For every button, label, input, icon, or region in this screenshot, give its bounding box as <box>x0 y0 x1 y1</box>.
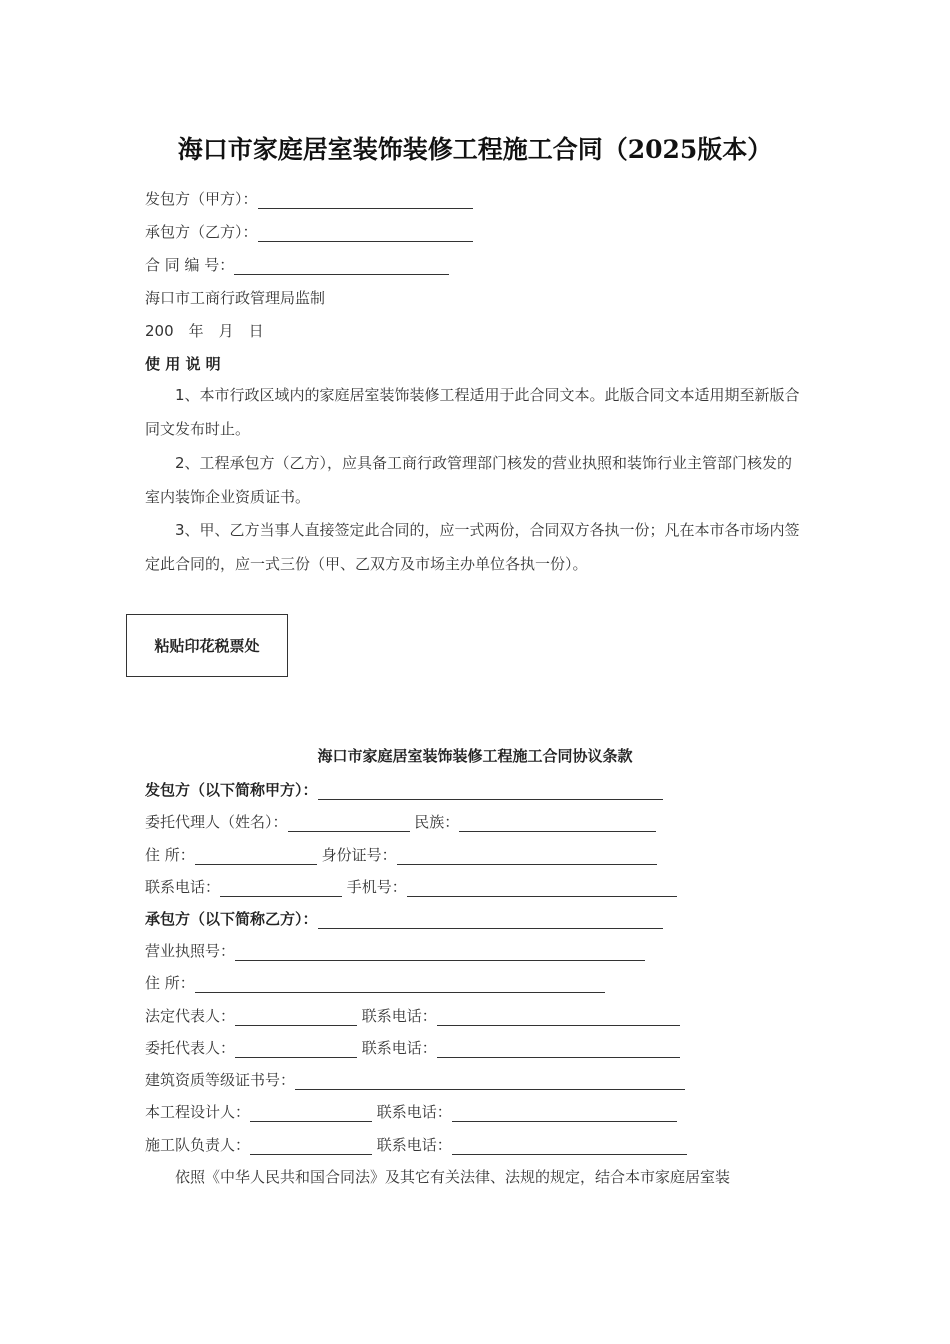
party-a-blank[interactable] <box>258 192 473 209</box>
crew-leader-label: 施工队负责人： <box>145 1136 251 1154</box>
cert-no-label: 建筑资质等级证书号： <box>145 1071 296 1089</box>
contract-no-label: 合 同 编 号： <box>145 256 235 274</box>
phone-a-line <box>145 876 677 897</box>
address-b-line <box>145 972 605 993</box>
license-label: 营业执照号： <box>145 942 236 960</box>
party-b-agreement-label: 承包方（以下简称乙方）： <box>145 910 318 928</box>
crew-leader-blank[interactable] <box>250 1138 372 1155</box>
entrusted-rep-label: 委托代表人： <box>145 1039 236 1057</box>
party-a-agreement-blank[interactable] <box>318 783 663 800</box>
address-b-label: 住 所： <box>145 974 195 992</box>
agent-label: 委托代理人（姓名）： <box>145 813 288 831</box>
entrusted-rep-blank[interactable] <box>235 1041 357 1058</box>
crew-leader-phone-blank[interactable] <box>452 1138 687 1155</box>
instruction-item: 2、工程承包方（乙方），应具备工商行政管理部门核发的营业执照和装饰行业主管部门核发的室内装饰企业资质证书。 <box>145 454 793 506</box>
agreement-title: 海口市家庭居室装饰装修工程施工合同协议条款 <box>317 747 633 765</box>
license-line <box>145 940 645 961</box>
license-blank[interactable] <box>235 944 645 961</box>
cert-no-blank[interactable] <box>295 1073 685 1090</box>
party-a-agreement-line <box>145 779 663 800</box>
legal-rep-phone-label: 联系电话： <box>361 1007 437 1025</box>
legal-rep-label: 法定代表人： <box>145 1007 236 1025</box>
id-no-label: 身份证号： <box>321 846 397 864</box>
ethnicity-label: 民族： <box>414 813 460 831</box>
party-b-agreement-line <box>145 908 663 929</box>
address-a-line <box>145 844 657 865</box>
address-b-blank[interactable] <box>195 976 605 993</box>
designer-phone-blank[interactable] <box>452 1105 677 1122</box>
party-b-label: 承包方（乙方）： <box>145 223 258 241</box>
party-a-label: 发包方（甲方）： <box>145 190 258 208</box>
contract-no-line <box>145 254 449 275</box>
legal-rep-phone-blank[interactable] <box>437 1009 680 1026</box>
id-no-blank[interactable] <box>397 848 657 865</box>
phone-a-blank[interactable] <box>220 880 342 897</box>
intro-paragraph: 依照《中华人民共和国合同法》及其它有关法律、法规的规定，结合本市家庭居室装 <box>175 1168 731 1186</box>
entrusted-rep-phone-label: 联系电话： <box>361 1039 437 1057</box>
party-b-blank[interactable] <box>258 225 473 242</box>
designer-blank[interactable] <box>250 1105 372 1122</box>
address-a-blank[interactable] <box>195 848 317 865</box>
instructions-heading: 使 用 说 明 <box>145 355 221 373</box>
agent-blank[interactable] <box>288 815 410 832</box>
entrusted-rep-phone-blank[interactable] <box>437 1041 680 1058</box>
cert-no-line <box>145 1069 685 1090</box>
instruction-item: 1、本市行政区域内的家庭居室装饰装修工程适用于此合同文本。此版合同文本适用期至新版合同文发布时止。 <box>145 386 800 438</box>
designer-phone-label: 联系电话： <box>376 1103 452 1121</box>
document-title: 海口市家庭居室装饰装修工程施工合同（2025版本） <box>177 135 773 164</box>
legal-rep-blank[interactable] <box>235 1009 357 1026</box>
phone-a-label: 联系电话： <box>145 878 221 896</box>
crew-leader-phone-label: 联系电话： <box>376 1136 452 1154</box>
tax-stamp-box: 粘贴印花税票处 <box>126 614 288 677</box>
mobile-label: 手机号： <box>346 878 407 896</box>
supervisor-text: 海口市工商行政管理局监制 <box>145 289 326 307</box>
mobile-blank[interactable] <box>407 880 677 897</box>
entrusted-rep-line <box>145 1037 680 1058</box>
party-b-line <box>145 221 473 242</box>
legal-rep-line <box>145 1005 680 1026</box>
crew-leader-line <box>145 1134 687 1155</box>
designer-line <box>145 1101 677 1122</box>
date-line: 200 年 月 日 <box>145 322 264 340</box>
instruction-item: 3、甲、乙方当事人直接签定此合同的，应一式两份，合同双方各执一份；凡在本市各市场内签定此合同的，应一式三份（甲、乙双方及市场主办单位各执一份）。 <box>145 521 800 573</box>
party-a-agreement-label: 发包方（以下简称甲方）： <box>145 781 318 799</box>
designer-label: 本工程设计人： <box>145 1103 251 1121</box>
contract-no-blank[interactable] <box>234 258 449 275</box>
party-b-agreement-blank[interactable] <box>318 912 663 929</box>
ethnicity-blank[interactable] <box>459 815 656 832</box>
party-a-line <box>145 188 473 209</box>
address-a-label: 住 所： <box>145 846 195 864</box>
agent-line <box>145 811 656 832</box>
